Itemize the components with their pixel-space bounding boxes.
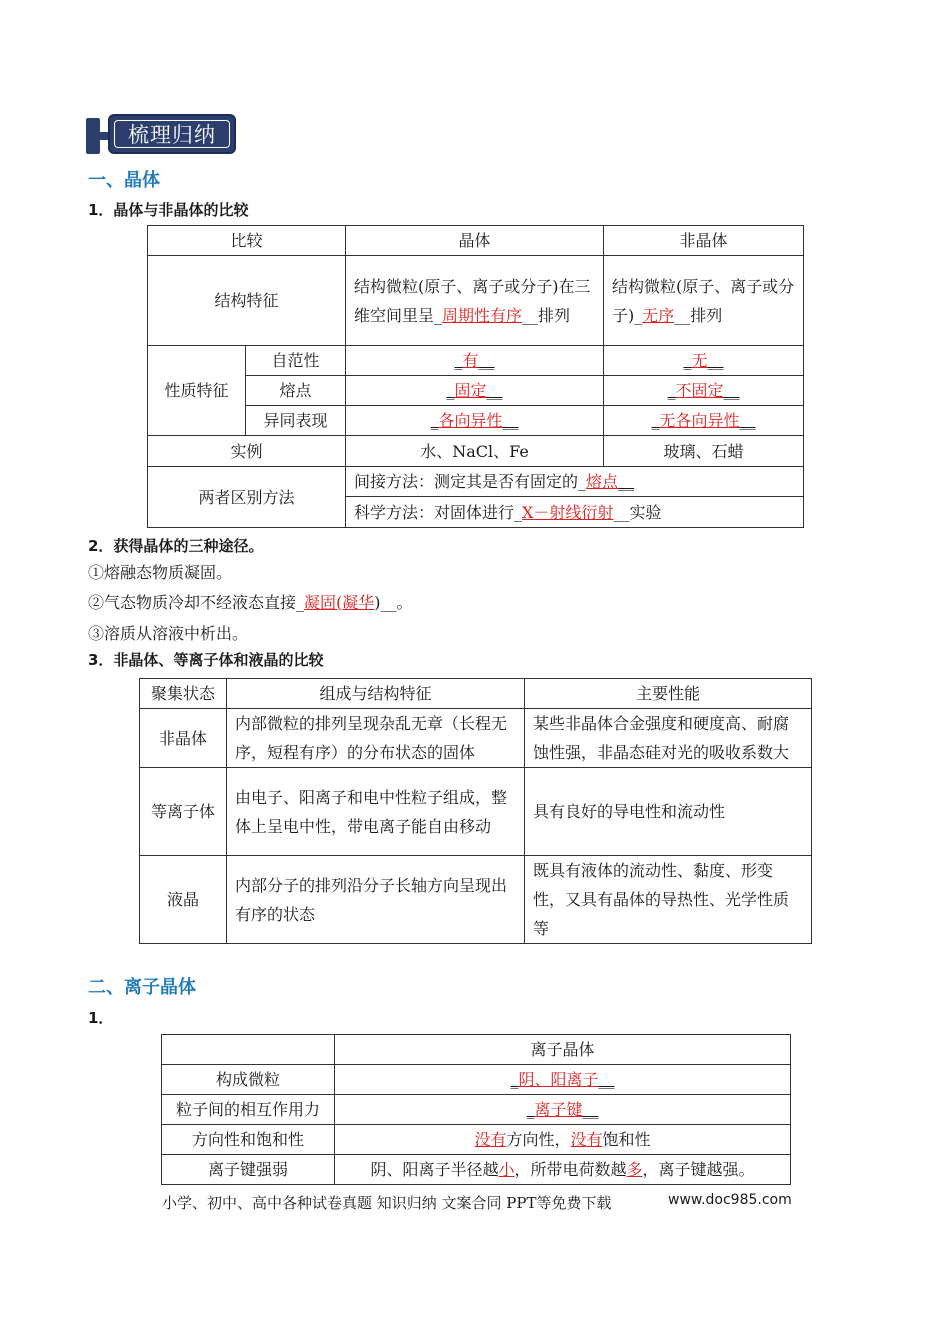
badge-title: 梳理归纳: [114, 120, 230, 148]
footer-site[interactable]: www.doc985.com: [668, 1192, 792, 1208]
t1-sa-post: __排列: [674, 305, 723, 325]
section2-title: 二、离子晶体: [88, 977, 196, 998]
way-2-pre: ②气态物质冷却不经液态直接_: [88, 593, 305, 612]
t1-prop-amorph: _不固定__: [604, 376, 804, 406]
t2-property: 既具有液体的流动性、黏度、形变性，又具有晶体的导热性、光学性质等: [525, 856, 812, 944]
t3-particle-label: 构成微粒: [162, 1065, 335, 1095]
t1-m1-pre: 间接方法：测定其是否有固定的_: [354, 472, 587, 491]
t1-sa-answer: 无序: [642, 305, 675, 325]
t2-state: 等离子体: [140, 768, 227, 856]
t3-force-label: 粒子间的相互作用力: [162, 1095, 335, 1125]
t3-r3-answer2: 没有: [570, 1130, 603, 1149]
t3-direction-label: 方向性和饱和性: [162, 1125, 335, 1155]
t3-r3-answer1: 没有: [474, 1130, 507, 1149]
t1-m1-post: __: [618, 472, 635, 491]
t1-sc-post: __排列: [522, 305, 571, 325]
t1-structure-crystal: [346, 256, 604, 346]
t1-prop-crystal: _固定__: [346, 376, 604, 406]
t3-r1-post: __: [598, 1070, 615, 1089]
t1-header-amorph: 非晶体: [604, 226, 804, 256]
t1-prop-amorph-answer: 不固定: [675, 381, 724, 400]
t1-prop-amorph-answer: 无各向异性: [659, 411, 740, 430]
t2-header-structure: 组成与结构特征: [227, 679, 525, 709]
section1-sub1: 1．晶体与非晶体的比较: [88, 201, 249, 219]
t2-header-state: 聚集状态: [140, 679, 227, 709]
t3-strength-value: [335, 1155, 791, 1185]
t1-sc-answer: 周期性有序: [442, 305, 523, 325]
badge-box: [108, 114, 236, 154]
t1-prop-amorph: _无__: [604, 346, 804, 376]
t1-prop-name: 异同表现: [246, 406, 346, 436]
t3-r3-text2: 饱和性: [602, 1130, 651, 1149]
t1-m1-answer: 熔点: [586, 472, 619, 491]
badge-bar: [86, 118, 100, 154]
t3-r4-answer2: 多: [626, 1160, 643, 1179]
t3-r4-text2: ，所带电荷数越: [514, 1160, 627, 1179]
t1-header-crystal: 晶体: [346, 226, 604, 256]
t1-prop-crystal-answer: 有: [462, 351, 479, 370]
way-3: ③溶质从溶液中析出。: [88, 624, 249, 643]
t3-r1-pre: _: [510, 1070, 519, 1089]
t3-header: 离子晶体: [335, 1035, 791, 1065]
section1-title: 一、晶体: [88, 170, 160, 191]
t2-structure: 内部分子的排列沿分子长轴方向呈现出有序的状态: [227, 856, 525, 944]
way-2-answer: 凝固(凝华: [304, 593, 375, 612]
t1-prop-crystal-answer: 各向异性: [438, 411, 503, 430]
t2-header-property: 主要性能: [525, 679, 812, 709]
footer: [162, 1192, 802, 1213]
t3-r2-answer: 离子键: [534, 1100, 583, 1119]
t1-method-indirect: [346, 467, 804, 497]
t1-example-label: 实例: [148, 436, 346, 467]
t2-property: 某些非晶体合金强度和硬度高、耐腐蚀性强，非晶态硅对光的吸收系数大: [525, 709, 812, 768]
section2-sub1: 1．: [88, 1009, 114, 1027]
t2-structure: 内部微粒的排列呈现杂乱无章（长程无序，短程有序）的分布状态的固体: [227, 709, 525, 768]
t2-state: 非晶体: [140, 709, 227, 768]
states-compare-table: [139, 678, 812, 944]
way-2: [88, 590, 413, 613]
t1-example-crystal: 水、NaCl、Fe: [346, 436, 604, 467]
t1-prop-amorph-answer: 无: [691, 351, 708, 370]
t1-prop-name: 自范性: [246, 346, 346, 376]
t2-state: 液晶: [140, 856, 227, 944]
t1-method-science: [346, 497, 804, 528]
t3-r2-pre: _: [526, 1100, 535, 1119]
t3-r1-answer: 阴、阳离子: [518, 1070, 599, 1089]
t1-prop-crystal-answer: 固定: [454, 381, 487, 400]
t3-r4-answer1: 小: [498, 1160, 515, 1179]
t3-r4-text3: ，离子键越强。: [642, 1160, 755, 1179]
t1-distinguish-label: 两者区别方法: [148, 467, 346, 528]
way-1: ①熔融态物质凝固。: [88, 563, 233, 582]
t1-structure-label: 结构特征: [148, 256, 346, 346]
t2-structure: 由电子、阳离子和电中性粒子组成，整体上呈电中性，带电离子能自由移动: [227, 768, 525, 856]
t3-force-value: [335, 1095, 791, 1125]
t1-prop-crystal: _有__: [346, 346, 604, 376]
t3-r4-text1: 阴、阳离子半径越: [370, 1160, 499, 1179]
t1-property-label: 性质特征: [148, 346, 246, 436]
t3-r3-text1: 方向性，: [506, 1130, 571, 1149]
t1-m2-answer: X－射线衍射: [522, 502, 614, 522]
way-2-post: )__。: [374, 593, 413, 612]
section1-sub3: 3．非晶体、等离子体和液晶的比较: [88, 651, 324, 669]
t2-property: 具有良好的导电性和流动性: [525, 768, 812, 856]
t1-prop-name: 熔点: [246, 376, 346, 406]
t3-strength-label: 离子键强弱: [162, 1155, 335, 1185]
t3-r2-post: __: [582, 1100, 599, 1119]
t1-prop-amorph: _无各向异性__: [604, 406, 804, 436]
t1-sc-pre: 结构微粒(原子、离子或分子)在三维空间里呈_: [354, 276, 591, 325]
t1-prop-crystal: _各向异性__: [346, 406, 604, 436]
t1-example-amorph: 玻璃、石蜡: [604, 436, 804, 467]
crystal-compare-table: [147, 225, 804, 528]
t1-m2-pre: 科学方法：对固体进行_: [354, 502, 523, 522]
t3-direction-value: [335, 1125, 791, 1155]
footer-text: 小学、初中、高中各种试卷真题 知识归纳 文案合同 PPT等免费下载: [162, 1194, 612, 1212]
t1-header-compare: 比较: [148, 226, 346, 256]
section-badge: [86, 114, 238, 158]
t1-m2-post: __实验: [613, 502, 662, 522]
ionic-crystal-table: [161, 1034, 791, 1185]
t3-header-empty: [162, 1035, 335, 1065]
section1-sub2: 2．获得晶体的三种途径。: [88, 537, 264, 555]
t3-particle-value: [335, 1065, 791, 1095]
t1-structure-amorph: [604, 256, 804, 346]
t1-sa-pre: 结构微粒(原子、离子或分子)_: [612, 276, 795, 325]
